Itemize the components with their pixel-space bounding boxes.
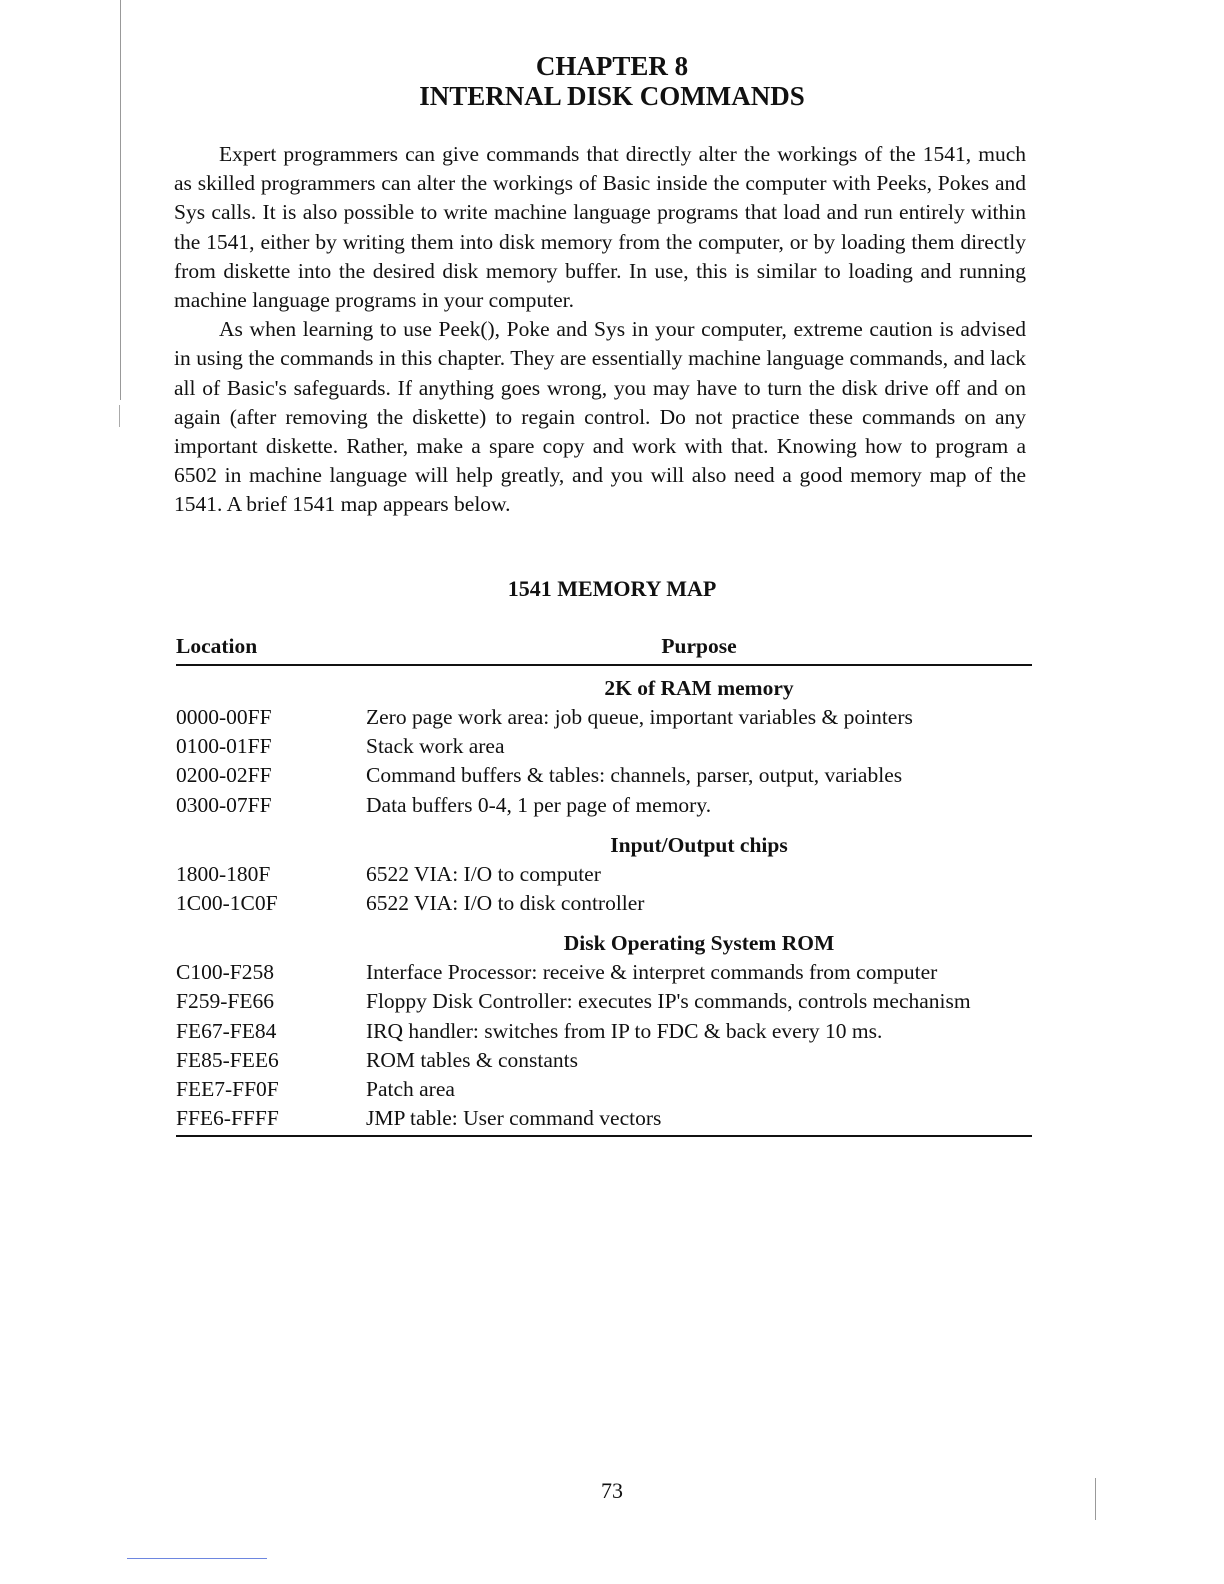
scan-artifact-line — [127, 1558, 267, 1559]
location-cell: 1C00-1C0F — [176, 891, 278, 916]
column-header-purpose: Purpose — [661, 634, 737, 658]
purpose-cell: 6522 VIA: I/O to computer — [366, 861, 601, 886]
table-row — [176, 1104, 1032, 1133]
table-row — [176, 889, 1032, 918]
paragraph: Expert programmers can give commands that directly alter the workings of the 1541, much as skilled programmers can alter the workings of Basic inside the computer with Peeks, Pokes and Sys calls. It is also possible to write machine language programs that load and run entirely within the 1541, either by writing them into disk memory from the computer, or by loading them directly from diskette into the desired disk memory buffer. In use, this is similar to loading and running machine language programs in your computer. — [174, 142, 1026, 313]
location-cell: C100-F258 — [176, 960, 274, 985]
scan-artifact-line — [119, 405, 120, 427]
location-cell: FEE7-FF0F — [176, 1077, 279, 1102]
chapter-number: CHAPTER 8 — [535, 51, 689, 81]
purpose-cell: JMP table: User command vectors — [366, 1106, 662, 1131]
table-row — [176, 1046, 1032, 1075]
memory-map-table — [176, 632, 1032, 1137]
purpose-cell: Interface Processor: receive & interpret commands from computer — [366, 960, 938, 985]
section-title-io: Input/Output chips — [610, 832, 788, 857]
memory-map-title: 1541 MEMORY MAP — [507, 576, 717, 601]
chapter-body — [174, 140, 1026, 520]
purpose-cell: ROM tables & constants — [366, 1047, 578, 1072]
table-row — [176, 791, 1032, 820]
location-cell: 0100-01FF — [176, 734, 272, 759]
table-row — [176, 1017, 1032, 1046]
location-cell: FE67-FE84 — [176, 1018, 277, 1043]
column-header-location: Location — [176, 634, 258, 658]
purpose-cell: 6522 VIA: I/O to disk controller — [366, 891, 645, 916]
purpose-cell: Zero page work area: job queue, important variables & pointers — [366, 705, 913, 729]
table-header — [176, 632, 1032, 666]
location-cell: FFE6-FFFF — [176, 1106, 279, 1131]
table-row — [176, 987, 1032, 1016]
table-row — [176, 860, 1032, 889]
section-title-rom: Disk Operating System ROM — [563, 931, 835, 956]
page-number: 73 — [601, 1478, 623, 1503]
location-cell: F259-FE66 — [176, 989, 274, 1014]
paragraph: As when learning to use Peek(), Poke and Sys in your computer, extreme caution is advised in using the commands in this chapter. They are essentially machine language commands, and lack all of Basic's safeguards. If anything goes wrong, you may have to turn the disk drive off and on again (after removing the diskette) to regain control. Do not practice these commands on any important diskette. Rather, make a spare copy and work with that. Knowing how to program a 6502 in machine language will help greatly, and you will also need a good memory map of the 1541. A brief 1541 map appears below. — [174, 317, 1026, 517]
table-row — [176, 1075, 1032, 1104]
chapter-title: INTERNAL DISK COMMANDS — [419, 81, 805, 111]
location-cell: 0200-02FF — [176, 763, 272, 788]
table-row — [176, 761, 1032, 790]
purpose-cell: Command buffers & tables: channels, parser, output, variables — [366, 763, 903, 788]
purpose-cell: Floppy Disk Controller: executes IP's commands, controls mechanism — [366, 989, 971, 1014]
table-row — [176, 703, 1032, 732]
purpose-cell: Data buffers 0-4, 1 per page of memory. — [366, 792, 712, 817]
location-cell: 1800-180F — [176, 861, 271, 886]
table-row — [176, 732, 1032, 761]
location-cell: FE85-FEE6 — [176, 1047, 279, 1072]
location-cell: 0300-07FF — [176, 792, 272, 817]
table-bottom-rule — [176, 1135, 1032, 1137]
purpose-cell: Patch area — [366, 1077, 455, 1102]
purpose-cell: IRQ handler: switches from IP to FDC & back every 10 ms. — [366, 1018, 883, 1043]
location-cell: 0000-00FF — [176, 705, 272, 729]
table-row — [176, 958, 1032, 987]
section-title-ram: 2K of RAM memory — [604, 676, 794, 700]
purpose-cell: Stack work area — [366, 734, 505, 759]
